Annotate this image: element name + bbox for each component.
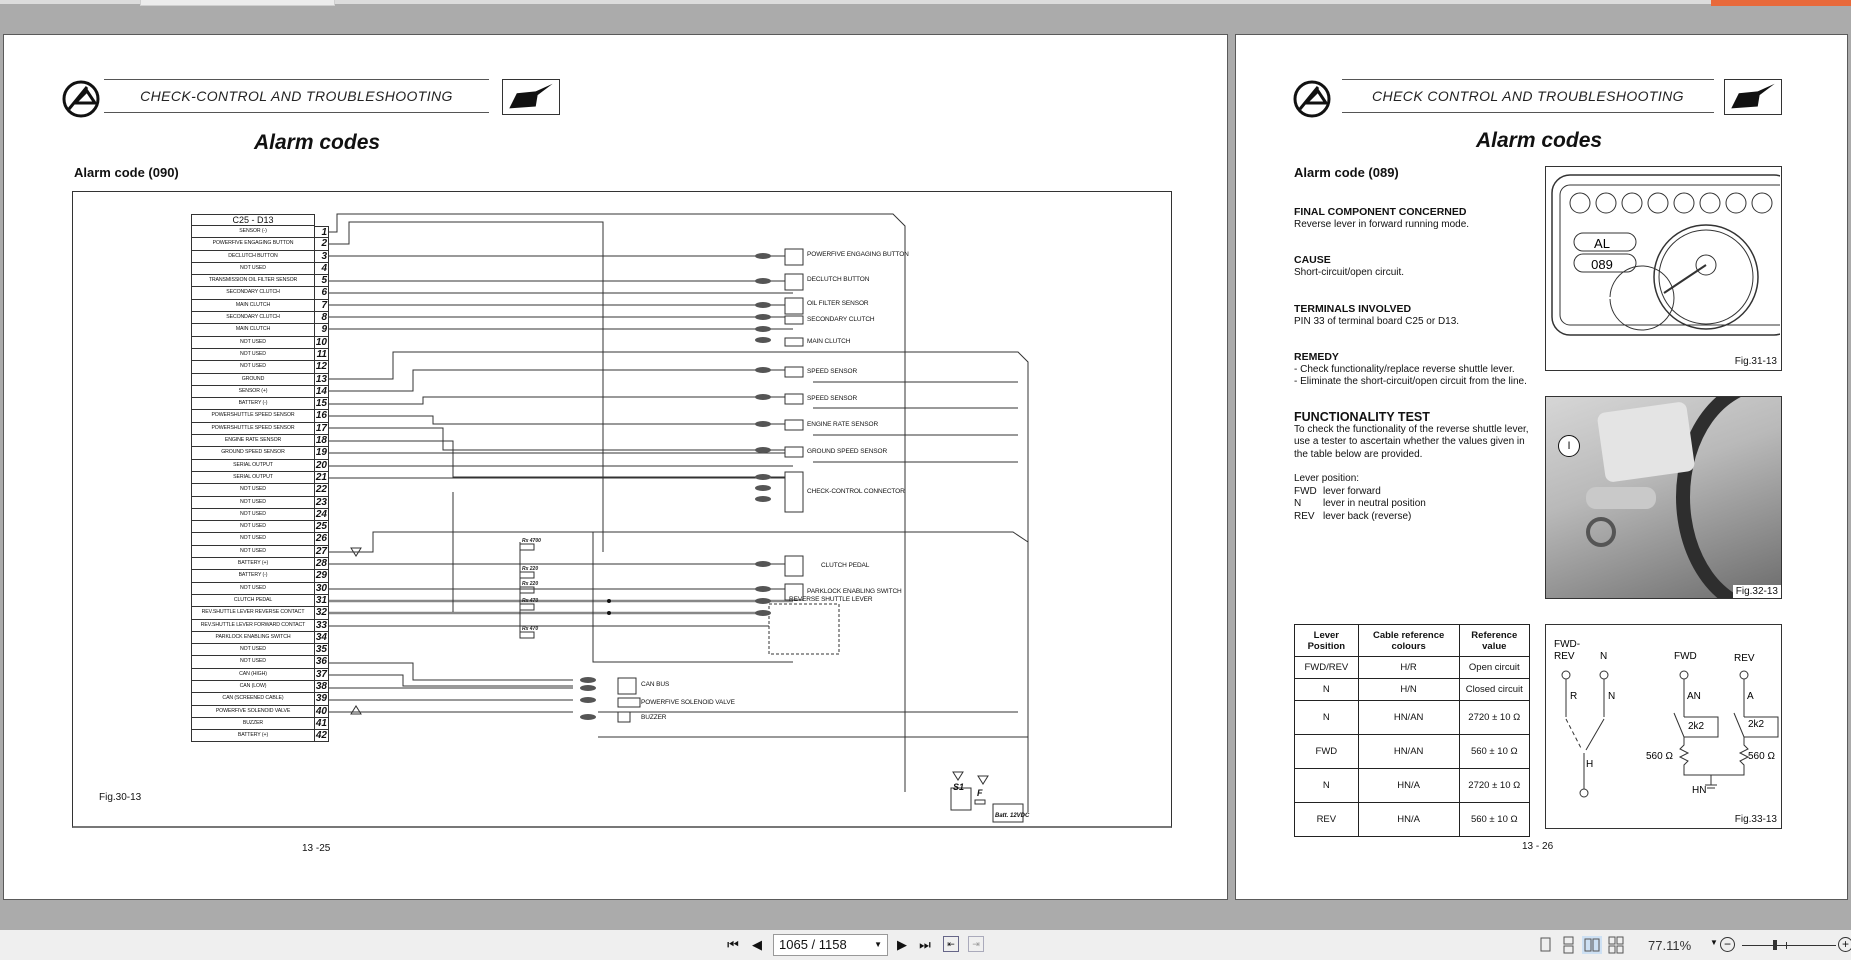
lever-position-rev: REV lever back (reverse) xyxy=(1294,510,1412,522)
page-title: Alarm codes xyxy=(254,131,381,154)
alarm-code-subtitle: Alarm code (089) xyxy=(1294,165,1399,180)
figure-label: Fig.33-13 xyxy=(1734,814,1777,825)
pin-label: MAIN CLUTCH xyxy=(191,300,315,312)
table-cell: HN/AN xyxy=(1358,701,1459,735)
pin-label: CAN (LOW) xyxy=(191,681,315,693)
zoom-out-button[interactable] xyxy=(1720,937,1735,952)
pin-label: NOT USED xyxy=(191,361,315,373)
plus-icon: + xyxy=(1841,937,1849,951)
two-page-view-button[interactable] xyxy=(1582,936,1602,954)
wiring-diagram xyxy=(72,191,1172,828)
schematic-label: 2k2 xyxy=(1748,719,1765,730)
pin-number: 42 xyxy=(315,730,327,742)
table-cell: REV xyxy=(1295,803,1359,837)
zoom-slider-thumb[interactable] xyxy=(1773,940,1777,950)
table-cell: Open circuit xyxy=(1459,657,1529,679)
section-heading: FUNCTIONALITY TEST xyxy=(1294,410,1430,424)
schematic-label: FWD- xyxy=(1554,639,1581,650)
pin-number: 37 xyxy=(315,668,327,680)
zoom-level[interactable]: 77.11% xyxy=(1648,938,1692,953)
pin-label: NOT USED xyxy=(191,484,315,496)
pin-number: 15 xyxy=(315,398,327,410)
section-heading: CAUSE xyxy=(1294,254,1331,266)
section-header: CHECK-CONTROL AND TROUBLESHOOTING xyxy=(104,79,489,113)
table-row xyxy=(1295,701,1530,735)
table-row xyxy=(1295,769,1530,803)
previous-page-button[interactable] xyxy=(748,936,766,954)
pin-label: ENGINE RATE SENSOR xyxy=(191,435,315,447)
resistor-label: Rx 470 xyxy=(522,626,539,632)
pin-number: 11 xyxy=(316,348,327,360)
zoom-dropdown-icon[interactable]: ▼ xyxy=(1710,938,1718,947)
component-label: BUZZER xyxy=(641,714,667,721)
page-right xyxy=(1235,34,1848,900)
pin-number: 9 xyxy=(315,324,329,336)
pin-number: 30 xyxy=(315,582,327,594)
table-row xyxy=(1295,735,1530,769)
page-indicator: 1065 / 1158 xyxy=(779,937,847,952)
section-text: PIN 33 of terminal board C25 or D13. xyxy=(1294,315,1460,327)
schematic-label: N xyxy=(1600,651,1608,662)
section-heading: REMEDY xyxy=(1294,351,1339,363)
pin-number: 3 xyxy=(315,251,329,263)
component-label: POWERFIVE ENGAGING BUTTON xyxy=(807,251,909,258)
component-label: SPEED SENSOR xyxy=(807,395,858,402)
pin-number: 20 xyxy=(315,459,327,471)
schematic-label: R xyxy=(1570,691,1578,702)
pin-label: PARKLOCK ENABLING SWITCH xyxy=(191,632,315,644)
continuous-view-button[interactable] xyxy=(1558,936,1578,954)
page-number-input[interactable] xyxy=(773,934,888,956)
pin-number: 41 xyxy=(315,717,327,729)
switch-s1-label: S1 xyxy=(953,782,965,792)
table-cell: HN/A xyxy=(1358,769,1459,803)
table-cell: 2720 ± 10 Ω xyxy=(1459,769,1529,803)
brand-logo-icon xyxy=(61,79,101,119)
chevron-down-icon[interactable]: ▼ xyxy=(874,940,882,949)
column-header: Lever Position xyxy=(1295,625,1359,657)
pin-number: 1 xyxy=(315,226,329,238)
figure-label: Fig.30-13 xyxy=(99,792,142,803)
table-cell: H/R xyxy=(1358,657,1459,679)
section-text: Short-circuit/open circuit. xyxy=(1294,266,1405,278)
pin-number: 31 xyxy=(315,594,327,606)
component-label: POWERFIVE SOLENOID VALVE xyxy=(641,699,735,706)
pin-label: REV.SHUTTLE LEVER FORWARD CONTACT xyxy=(191,620,315,632)
pin-number: 6 xyxy=(315,287,329,299)
table-cell: FWD/REV xyxy=(1295,657,1359,679)
pin-label: POWERSHUTTLE SPEED SENSOR xyxy=(191,423,315,435)
pin-label: REV.SHUTTLE LEVER REVERSE CONTACT xyxy=(191,607,315,619)
table-row xyxy=(1295,803,1530,837)
page-number: 13 - 26 xyxy=(1522,841,1554,852)
section-text: - Check functionality/replace reverse shuttle lever. xyxy=(1294,363,1515,375)
pin-number: 38 xyxy=(315,680,327,692)
pin-label: NOT USED xyxy=(191,583,315,595)
schematic-label: N xyxy=(1608,691,1616,702)
schematic-label: A xyxy=(1747,691,1754,702)
pin-label: NOT USED xyxy=(191,533,315,545)
pin-number: 12 xyxy=(315,361,327,373)
first-page-icon: ⏮ xyxy=(727,937,739,952)
table-cell: N xyxy=(1295,701,1359,735)
pin-number: 27 xyxy=(315,545,327,557)
pin-label: NOT USED xyxy=(191,521,315,533)
single-page-icon xyxy=(1535,936,1555,954)
pin-label: NOT USED xyxy=(191,546,315,558)
pin-number: 10 xyxy=(315,336,327,348)
dashboard-illustration xyxy=(1546,167,1780,347)
accent-bar xyxy=(1711,0,1851,6)
two-page-continuous-icon xyxy=(1606,936,1626,954)
previous-page-icon: ◀ xyxy=(752,937,762,952)
component-label: SPEED SENSOR xyxy=(807,368,858,375)
pin-number: 26 xyxy=(315,533,327,545)
table-row xyxy=(1295,657,1530,679)
next-view-button[interactable] xyxy=(968,936,984,952)
two-page-icon xyxy=(1582,936,1602,954)
alarm-code-subtitle: Alarm code (090) xyxy=(74,165,179,180)
terminals-section xyxy=(1294,303,1539,351)
figure-lever-schematic xyxy=(1545,624,1782,829)
pin-label: NOT USED xyxy=(191,349,315,361)
section-text: To check the functionality of the reverse shuttle lever, xyxy=(1294,423,1529,435)
schematic-label: 560 Ω xyxy=(1748,751,1775,762)
pin-number: 19 xyxy=(315,447,327,459)
table-cell: HN/A xyxy=(1358,803,1459,837)
schematic-label: FWD xyxy=(1674,651,1697,662)
pin-number: 16 xyxy=(315,410,327,422)
previous-view-icon: ⇤ xyxy=(947,938,955,949)
section-heading: FINAL COMPONENT CONCERNED xyxy=(1294,206,1467,218)
table-cell: HN/AN xyxy=(1358,735,1459,769)
table-cell: Closed circuit xyxy=(1459,679,1529,701)
table-cell: N xyxy=(1295,769,1359,803)
pin-label: GROUND xyxy=(191,374,315,386)
zoom-slider-tick xyxy=(1786,942,1787,949)
pin-label: NOT USED xyxy=(191,644,315,656)
component-label: DECLUTCH BUTTON xyxy=(807,276,870,283)
pin-label: NOT USED xyxy=(191,497,315,509)
figure-photo-lever xyxy=(1545,396,1782,599)
table-cell: FWD xyxy=(1295,735,1359,769)
pin-label: SECONDARY CLUTCH xyxy=(191,287,315,299)
section-text: the table below are provided. xyxy=(1294,448,1423,460)
pin-number: 39 xyxy=(315,693,327,705)
pin-number: 24 xyxy=(315,508,327,520)
component-label: ENGINE RATE SENSOR xyxy=(807,421,879,428)
section-text: - Eliminate the short-circuit/open circuit from the line. xyxy=(1294,376,1527,387)
lever-schematic xyxy=(1546,625,1780,827)
pin-label: DECLUTCH BUTTON xyxy=(191,251,315,263)
connector-pin-table xyxy=(191,214,315,742)
pin-label: CAN (SCREENED CABLE) xyxy=(191,693,315,705)
table-cell: 560 ± 10 Ω xyxy=(1459,803,1529,837)
schematic-label: REV xyxy=(1734,653,1755,664)
two-page-continuous-view-button[interactable] xyxy=(1606,936,1626,954)
pin-number: 21 xyxy=(315,471,327,483)
pin-label: CAN (HIGH) xyxy=(191,669,315,681)
schematic-label: H xyxy=(1586,759,1594,770)
column-header: Reference value xyxy=(1459,625,1529,657)
section-text: Reverse lever in forward running mode. xyxy=(1294,218,1470,230)
pin-label: NOT USED xyxy=(191,509,315,521)
pin-label: CLUTCH PEDAL xyxy=(191,595,315,607)
next-page-icon: ▶ xyxy=(897,937,907,952)
pin-number: 40 xyxy=(315,705,327,717)
first-page-button[interactable] xyxy=(724,936,742,954)
schematic-label: 560 Ω xyxy=(1646,751,1673,762)
document-tab[interactable] xyxy=(140,0,335,6)
page-left xyxy=(3,34,1228,900)
single-page-view-button[interactable] xyxy=(1535,936,1555,954)
pin-label: SENSOR (-) xyxy=(191,226,315,238)
pin-number: 33 xyxy=(315,619,327,631)
pin-number: 32 xyxy=(315,607,327,619)
fuse-label: F xyxy=(977,788,983,798)
component-label: OIL FILTER SENSOR xyxy=(807,300,869,307)
pin-label: BATTERY (+) xyxy=(191,730,315,742)
table-cell: 2720 ± 10 Ω xyxy=(1459,701,1529,735)
pin-label: NOT USED xyxy=(191,656,315,668)
lever-position-title: Lever position: xyxy=(1294,473,1360,484)
pin-numbers xyxy=(315,226,329,742)
page-number: 13 -25 xyxy=(302,843,331,854)
component-label: CLUTCH PEDAL xyxy=(821,562,870,569)
pin-number: 34 xyxy=(315,631,327,643)
minus-icon: − xyxy=(1723,937,1731,951)
pin-label: POWERFIVE SOLENOID VALVE xyxy=(191,706,315,718)
table-cell: N xyxy=(1295,679,1359,701)
resistor-label: Rx 220 xyxy=(522,566,539,572)
tool-hand-icon xyxy=(1724,79,1782,115)
resistor-label: Rx 470 xyxy=(522,598,539,604)
table-row xyxy=(1295,679,1530,701)
schematic-label: AN xyxy=(1687,691,1701,702)
lever-position-n: N lever in neutral position xyxy=(1294,498,1426,509)
pin-label: BUZZER xyxy=(191,718,315,730)
pin-number: 4 xyxy=(315,263,329,275)
cause-section xyxy=(1294,254,1539,303)
next-page-button[interactable] xyxy=(893,936,911,954)
schematic-label: REV xyxy=(1554,651,1575,662)
page-title: Alarm codes xyxy=(1476,129,1603,152)
column-header: Cable reference colours xyxy=(1358,625,1459,657)
connector-title: C25 - D13 xyxy=(191,214,315,226)
pin-label: POWERSHUTTLE SPEED SENSOR xyxy=(191,410,315,422)
section-header: CHECK CONTROL AND TROUBLESHOOTING xyxy=(1342,79,1714,113)
functionality-test-section xyxy=(1294,411,1539,523)
pin-label: GROUND SPEED SENSOR xyxy=(191,447,315,459)
component-label: PARKLOCK ENABLING SWITCH xyxy=(807,588,902,595)
pin-number: 18 xyxy=(315,435,327,447)
figure-label: Fig.32-13 xyxy=(1733,585,1781,598)
alarm-details xyxy=(1294,206,1539,523)
pin-label: SERIAL OUTPUT xyxy=(191,460,315,472)
continuous-page-icon xyxy=(1558,936,1578,954)
component-label: GROUND SPEED SENSOR xyxy=(807,448,888,455)
pin-number: 23 xyxy=(315,496,327,508)
lever-position-fwd: FWD lever forward xyxy=(1294,485,1381,497)
table-cell: H/N xyxy=(1358,679,1459,701)
pin-number: 7 xyxy=(315,300,329,312)
component-label: REVERSE SHUTTLE LEVER xyxy=(789,596,873,603)
pin-label: TRANSMISSION OIL FILTER SENSOR xyxy=(191,275,315,287)
resistor-label: Rx 220 xyxy=(522,581,539,587)
resistor-label: Rx 4700 xyxy=(522,538,541,544)
remedy-section xyxy=(1294,351,1539,411)
component-label: CAN BUS xyxy=(641,681,670,688)
pin-number: 22 xyxy=(315,484,327,496)
pin-number: 14 xyxy=(315,385,327,397)
figure-label: Fig.31-13 xyxy=(1734,356,1777,367)
pin-label: BATTERY (-) xyxy=(191,398,315,410)
brand-logo-icon xyxy=(1292,79,1332,119)
pin-number: 13 xyxy=(315,373,327,385)
previous-view-button[interactable] xyxy=(943,936,959,952)
last-page-button[interactable] xyxy=(916,936,934,954)
next-view-icon: ⇥ xyxy=(972,938,980,949)
callout-marker: I xyxy=(1558,435,1580,457)
pin-label: SERIAL OUTPUT xyxy=(191,472,315,484)
schematic-label: HN xyxy=(1692,785,1707,796)
pin-label: POWERFIVE ENGAGING BUTTON xyxy=(191,238,315,250)
tool-hand-icon xyxy=(502,79,560,115)
pin-number: 28 xyxy=(315,558,327,570)
pin-label: BATTERY (+) xyxy=(191,558,315,570)
table-cell: 560 ± 10 Ω xyxy=(1459,735,1529,769)
section-heading: TERMINALS INVOLVED xyxy=(1294,303,1412,315)
pin-label: MAIN CLUTCH xyxy=(191,324,315,336)
last-page-icon: ⏭ xyxy=(919,937,931,952)
zoom-slider[interactable] xyxy=(1742,945,1836,946)
component-label: MAIN CLUTCH xyxy=(807,338,851,345)
pin-label: SENSOR (+) xyxy=(191,386,315,398)
pin-number: 5 xyxy=(315,275,329,287)
section-text: use a tester to ascertain whether the values given in xyxy=(1294,436,1525,447)
pin-number: 8 xyxy=(315,312,329,324)
pin-number: 2 xyxy=(315,238,329,250)
pin-label: NOT USED xyxy=(191,337,315,349)
pin-number: 25 xyxy=(315,521,327,533)
pin-label: NOT USED xyxy=(191,263,315,275)
display-code: 089 xyxy=(1591,257,1613,272)
component-label: CHECK-CONTROL CONNECTOR xyxy=(807,488,905,495)
pin-number: 35 xyxy=(315,644,327,656)
battery-label: Batt. 12VDC xyxy=(995,813,1030,819)
reference-value-table xyxy=(1294,624,1530,837)
pin-number: 17 xyxy=(315,422,327,434)
component-label: SECONDARY CLUTCH xyxy=(807,316,875,323)
schematic-label: 2k2 xyxy=(1688,721,1705,732)
display-al: AL xyxy=(1594,236,1610,251)
pin-number: 36 xyxy=(315,656,327,668)
zoom-in-button[interactable] xyxy=(1838,937,1851,952)
pin-label: SECONDARY CLUTCH xyxy=(191,312,315,324)
window-top-strip xyxy=(0,0,1851,4)
figure-dashboard xyxy=(1545,166,1782,371)
pin-number: 29 xyxy=(315,570,327,582)
final-component-section xyxy=(1294,206,1539,254)
pin-label: BATTERY (-) xyxy=(191,570,315,582)
